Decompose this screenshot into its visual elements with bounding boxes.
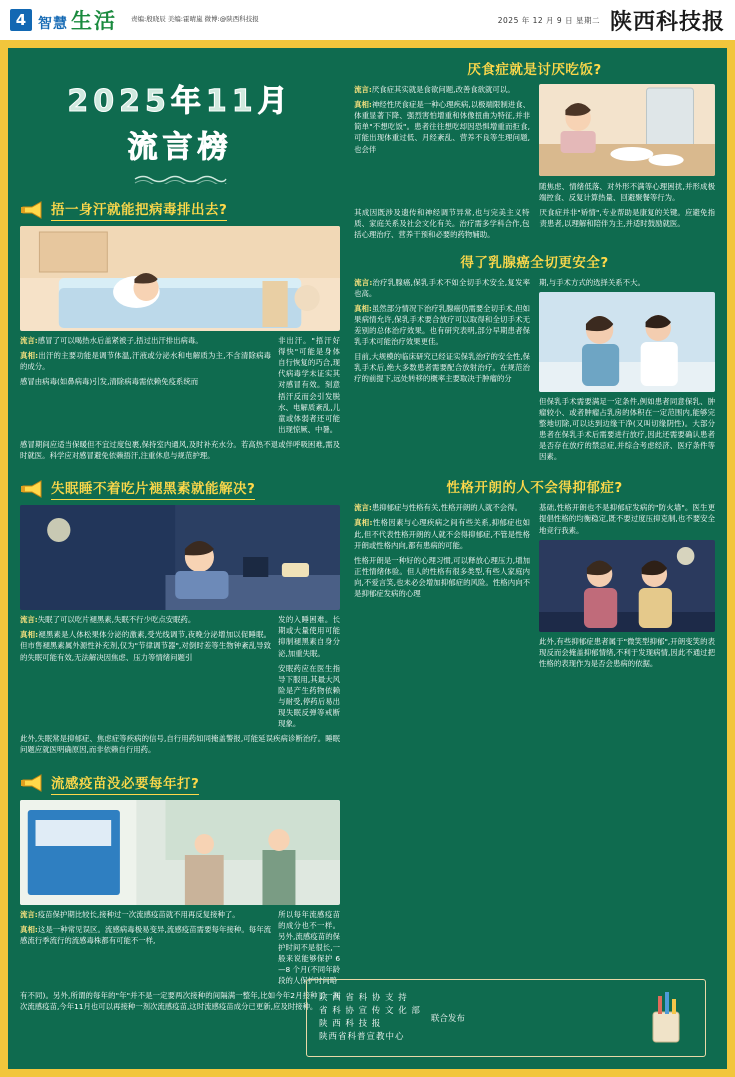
- rumor-label: 流言:: [354, 277, 373, 287]
- vaccine-poster-street-illustration: [20, 800, 340, 905]
- section-body: [20, 614, 340, 733]
- publisher-box: [306, 979, 706, 1057]
- page-frame: [0, 40, 735, 1077]
- section-heading-text: 失眠睡不着吃片褪黑素就能解决?: [51, 477, 255, 500]
- tail-paragraph-2: 厌食症并非"矫情",专业帮助是康复的关键。应避免指责患者,以理解和陪伴为主,并适时鼓励就医。: [539, 208, 715, 229]
- tail-paragraph-1: 其成因既涉及遗传和神经调节异常,也与完美主义特质、家庭关系及社会文化有关。治疗需多学科合作,包括心理治疗、营养干预和必要的药物辅助。: [354, 208, 530, 240]
- section-body: [354, 277, 715, 467]
- truth-label: 真相:: [354, 518, 373, 528]
- truth-label: 真相:: [20, 630, 39, 640]
- publisher-line-2: 省 科 协 宣 传 文 化 部: [319, 1005, 421, 1016]
- rumor-paragraph: [354, 277, 530, 299]
- section-body-main: [20, 335, 271, 439]
- page-title-line2: 流言榜: [127, 130, 233, 165]
- rumor-text: 治疗乳腺癌,保乳手术不如全切手术安全,复发率也高。: [354, 277, 531, 298]
- section-body-right: [539, 84, 715, 207]
- rumor-label: 流言:: [354, 85, 372, 94]
- page-content: [8, 48, 727, 1069]
- side-paragraph-1: 此外,有些抑郁症患者属于"微笑型抑郁",开朗变笑的表现反而会掩盖抑郁情绪,不利于发现病情,因此不通过把性格的表现作为是否会患病的依据。: [539, 636, 715, 668]
- section-body: [354, 502, 715, 673]
- side-paragraph: 所以每年流感疫苗的成分也不一样。另外,流感疫苗的保护时间不是很长,一般来说能够保护 6—8 个月(不同年龄段的人保护时间略: [278, 909, 341, 986]
- article-flu-vaccine: [20, 772, 340, 1017]
- rumor-text: 疫苗保护期比较长,接种过一次流感疫苗就不用再反复接种了。: [37, 909, 240, 919]
- truth-paragraph: [20, 924, 271, 946]
- two-women-doctor-consult-illustration: [539, 292, 715, 392]
- tail-paragraph: 有不同)。另外,所谓的每年的"年"并不是一定要两次接种的间隔满一整年,比如今年2月接种了一剂次流感疫苗,今年11月也可以再接种一剂次流感疫苗,这时流感疫苗成分已更新,应及时接种。: [20, 991, 341, 1012]
- rumor-text: 感冒了可以喝热水后盖紧被子,捂过出汗排出病毒。: [37, 336, 203, 345]
- truth-text: 神经性厌食症是一种心理疾病,以极端限制进食、体重显著下降、强烈害怕增重和体像扭曲为特征,并非简单"不想吃饭"。患者往往想吃却因恐惧增重而拒食,可能出现体重过低、月经紊乱、营养不良等生理问题,也会伴: [354, 100, 531, 154]
- truth-label: 真相:: [354, 303, 372, 313]
- editors-credit: 责编:殷晓辰 美编:霍晴嵐 微博:@陕西科技报: [131, 15, 259, 24]
- truth-paragraph: [354, 99, 530, 155]
- masthead: [0, 0, 735, 40]
- truth-paragraph: [354, 517, 530, 550]
- sick-person-in-bed-illustration: [20, 226, 340, 331]
- section-body-side: [278, 614, 340, 733]
- article-melatonin-insomnia: [20, 477, 340, 759]
- side-paragraph: 发的入睡困难。长期或大量使用可能抑制褪黑素自身分泌,加重失眠。: [278, 615, 341, 658]
- pen-holder-icon: [639, 990, 693, 1046]
- truth-text: 这是一种常见误区。流感病毒极易变异,流感疫苗需要每年接种。每年流感流行季流行的流感毒株都有可能不一样,: [20, 924, 272, 945]
- rumor-label: 流言:: [20, 909, 38, 919]
- article-breast-cancer: [354, 251, 715, 467]
- section-body-left: [354, 84, 530, 207]
- truth-text: 出汗的主要功能是调节体温,汗液或分泌水和电解质为主,不含清除病毒的成分。: [20, 351, 272, 372]
- truth-text: 虽然部分情况下治疗乳腺癌仍需要全切手术,但如果病情允许,保乳手术要合放疗可以取得和全切手术无差别的总体治疗效果。也有研究表明,部分早期患者保乳手术可能治疗效果更佳。: [354, 303, 531, 347]
- truth-label: 真相:: [20, 351, 39, 361]
- family-dining-table-illustration: [539, 84, 715, 176]
- rumor-text: 厌食症其实就是食欲问题,改善食欲就可以。: [371, 85, 515, 94]
- truth-paragraph: [20, 629, 271, 662]
- newspaper-title: 陕西科技报: [609, 8, 725, 35]
- truth-paragraph: [354, 303, 530, 347]
- section-name-b: 生活: [71, 9, 117, 33]
- side-paragraph-0: 随焦虑、情绪低落、对外形不满等心理困扰,并形成极端控食、反复计算热量、回避聚餐等行为。: [539, 182, 715, 203]
- tail-paragraph: 感冒期间应适当保暖但不宜过度包裹,保持室内通风,及时补充水分。若高热不退或伴呼吸困难,需及时就医。科学应对感冒避免依赖捂汗,注重休息与规范护理。: [20, 439, 341, 461]
- side-paragraph-0: 基础,性格开朗也不是抑郁症发病的"防火墙"。医生更提倡性格的均衡稳定,既不要过度压抑克制,也不要安全地竞行我素。: [539, 503, 715, 535]
- megaphone-icon: [20, 199, 46, 221]
- rumor-paragraph: [20, 335, 271, 346]
- section-body-left: [354, 277, 530, 467]
- section-body: [20, 335, 340, 439]
- publisher-line-3: 陕 西 科 技 报: [319, 1019, 382, 1029]
- masthead-right: [498, 5, 725, 36]
- truth-paragraph: [20, 350, 271, 372]
- section-name: [38, 5, 117, 35]
- right-column: [354, 58, 715, 1059]
- extra-paragraph: 安眠药应在医生指导下服用,其最大风险是产生药物依赖与耐受,停药后易出现失眠反弹等戒断现象。: [278, 663, 341, 729]
- publication-date: 2025 年 12 月 9 日 星期二: [497, 15, 600, 25]
- left-column: [20, 58, 340, 1059]
- section-heading-text: 得了乳腺癌全切更安全?: [460, 254, 609, 271]
- section-body-left: [354, 502, 530, 673]
- rumor-paragraph: [354, 84, 530, 95]
- section-body-main: [20, 614, 271, 733]
- section-heading: [20, 477, 340, 500]
- publisher-line-1: 陕 西 省 科 协 支 持: [319, 992, 408, 1003]
- article-personality-depression: [354, 476, 715, 673]
- rumor-text: 患抑郁症与性格有关,性格开朗的人就不会得。: [371, 503, 522, 513]
- rumor-paragraph: [20, 614, 271, 625]
- section-name-a: 智慧: [38, 16, 68, 32]
- section-heading: [20, 772, 340, 795]
- wave-divider-icon: [133, 174, 228, 184]
- section-body: [354, 84, 715, 207]
- section-body: [20, 909, 340, 991]
- truth-text: 性格因素与心理疾病之间有些关系,抑郁症也如此,但不代表性格开朗的人就不会得抑郁症,不管是性格开朗或性格内向,都有患病的可能。: [354, 518, 531, 550]
- two-women-chatting-night-illustration: [539, 540, 715, 632]
- megaphone-icon: [20, 772, 46, 794]
- section-heading-text: 捂一身汗就能把病毒排出去?: [51, 198, 227, 221]
- megaphone-icon: [20, 478, 46, 500]
- section-heading-text: 性格开朗的人不会得抑郁症?: [446, 480, 623, 497]
- section-heading-text: 流感疫苗没必要每年打?: [51, 772, 199, 795]
- section-body-right: [539, 277, 715, 467]
- section-body-side: [278, 335, 340, 439]
- truth-text: 褪黑素是人体松果体分泌的激素,受光线调节,夜晚分泌增加以促睡眠。但市售褪黑素属外源性补充剂,仅为"节律调节器",对倒时差等生物钟紊乱导致的失眠可能有效,无法解决因焦虑、压力等情绪问题引: [20, 630, 272, 662]
- rumor-text: 失眠了可以吃片褪黑素,失眠不行少吃点安眠药。: [37, 615, 196, 625]
- side-paragraph: 非出汗。"捂汗好得快"可能是身体自行恢复的巧合,现代病毒学未证实其对感冒有效。刻意捂汗反而会引发脱水、电解质紊乱,儿童或体弱者还可能出现惊厥、中暑。: [278, 336, 341, 434]
- rumor-label: 流言:: [354, 503, 372, 513]
- page-title: [20, 76, 340, 192]
- tail-paragraph: 此外,失眠常是抑郁症、焦虑症等疾病的信号,自行用药如同掩盖警报,可能延误疾病诊断治疗。睡眠问题应就医明确原因,而非依赖自行用药。: [20, 734, 341, 755]
- article-anorexia: [354, 58, 715, 241]
- publisher-lines: [319, 992, 421, 1045]
- rumor-paragraph: [20, 909, 271, 920]
- article-sweat-virus: [20, 198, 340, 465]
- extra-paragraph: 目前,大规模的临床研究已经证实保乳治疗的安全性,保乳手术后,绝大多数患者需要配合放射治疗。在规范治疗的前提下,远处转移的概率主要取决于肿瘤的分: [354, 352, 531, 384]
- section-heading-text: 厌食症就是讨厌吃饭?: [467, 62, 602, 78]
- publisher-joint-label: 联合发布: [430, 1014, 465, 1024]
- extra-paragraph: 感冒由病毒(如鼻病毒)引发,清除病毒需依赖免疫系统而: [20, 377, 199, 387]
- page-title-line1: 2025年11月: [67, 84, 293, 119]
- side-paragraph-1: 但保乳手术需要满足一定条件,例如患者同意保乳、肿瘤较小、或者肿瘤占乳房的体积在一定范围内,能够完整地切除,可以达到边缘干净(又叫切缘阴性)。大部分患者在保乳手术后需要进行放疗,因此还需要确认患者是否存在放疗的禁忌症,并综合考虑经济、医疗条件等因素。: [539, 396, 715, 462]
- truth-label: 真相:: [354, 100, 372, 110]
- truth-label: 真相:: [20, 924, 38, 934]
- rumor-paragraph: [354, 502, 530, 513]
- side-paragraph-0: 期,与手术方式的选择关系不大。: [539, 277, 645, 287]
- section-heading: [20, 198, 340, 221]
- extra-paragraph: 性格开朗是一种好的心理习惯,可以释放心理压力,增加正性情绪体验。但人的性格有很多类型,有些人家庭内向,不爱言笑,也未必会增加抑郁症的风险。性格内向不是抑郁症发病的心理: [354, 555, 531, 599]
- publisher-line-4: 陕西省科普宣教中心: [319, 1032, 405, 1043]
- section-body-main: [20, 909, 271, 991]
- rumor-label: 流言:: [20, 336, 38, 345]
- page-number: 4: [10, 9, 32, 31]
- section-tail-columns: [354, 207, 715, 240]
- woman-insomnia-at-desk-illustration: [20, 505, 340, 610]
- section-body-right: [539, 502, 715, 673]
- rumor-label: 流言:: [20, 615, 38, 625]
